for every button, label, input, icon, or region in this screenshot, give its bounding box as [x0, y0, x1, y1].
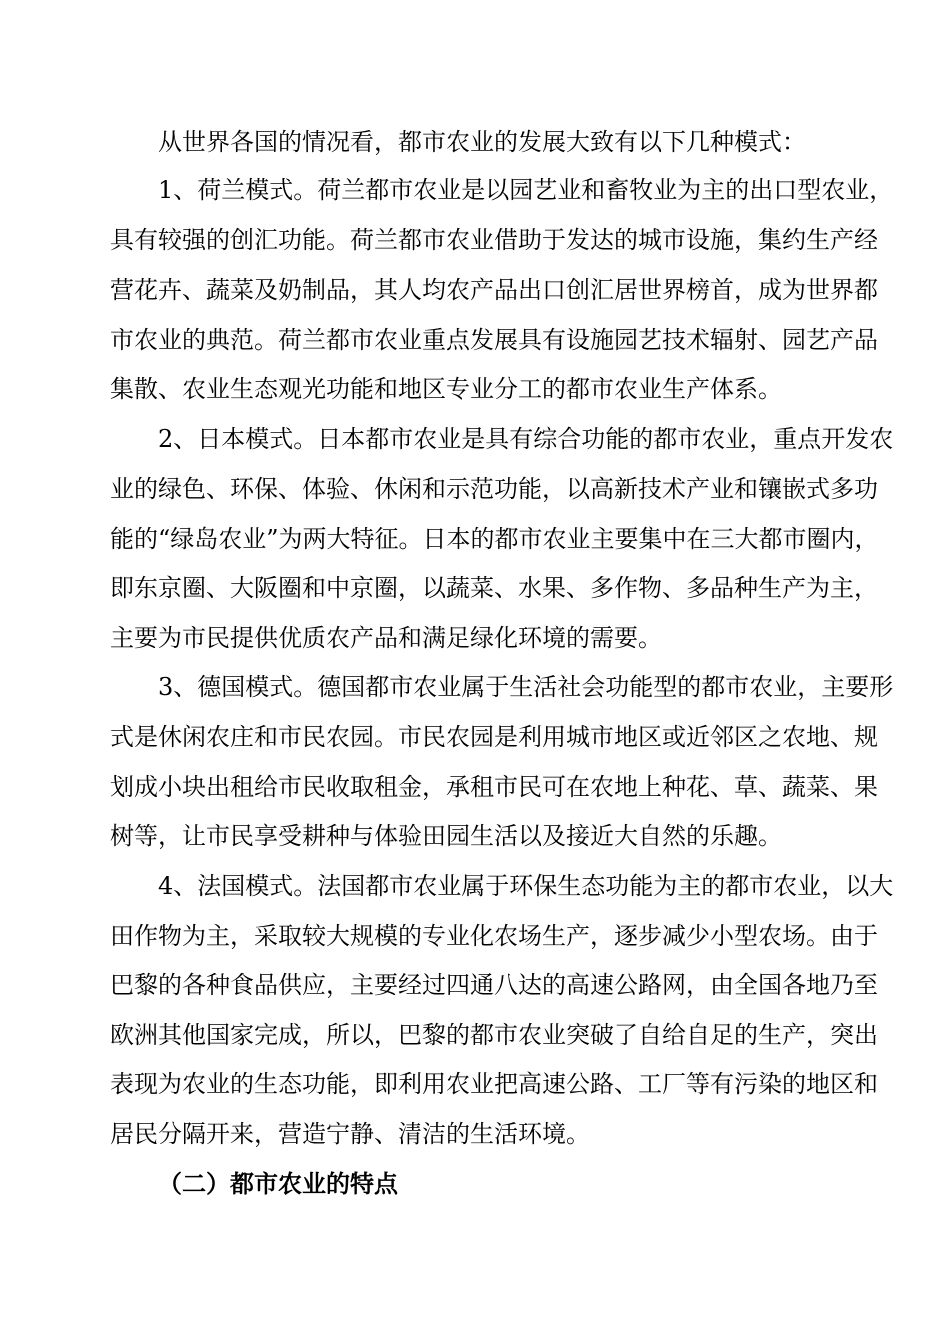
- paragraph-france-line: 欧洲其他国家完成，所以，巴黎的都市农业突破了自给自足的生产，突出: [110, 1021, 878, 1049]
- paragraph-japan-line: 能的“绿岛农业”为两大特征。日本的都市农业主要集中在三大都市圈内，: [110, 525, 879, 553]
- paragraph-germany-line: 树等，让市民享受耕种与体验田园生活以及接近大自然的乐趣。: [110, 822, 782, 850]
- paragraph-japan-line: 主要为市民提供优质农产品和满足绿化环境的需要。: [110, 624, 662, 652]
- paragraph-france-line: 田作物为主，采取较大规模的专业化农场生产，逐步减少小型农场。由于: [110, 922, 878, 950]
- paragraph-netherlands-line: 集散、农业生态观光功能和地区专业分工的都市农业生产体系。: [110, 375, 782, 403]
- paragraph-japan-line: 业的绿色、环保、体验、休闲和示范功能，以高新技术产业和镶嵌式多功: [110, 475, 878, 503]
- paragraph-france-line: 巴黎的各种食品供应，主要经过四通八达的高速公路网，由全国各地乃至: [110, 971, 878, 999]
- paragraph-netherlands-line: 具有较强的创汇功能。荷兰都市农业借助于发达的城市设施，集约生产经: [110, 226, 878, 254]
- paragraph-france-line: 表现为农业的生态功能，即利用农业把高速公路、工厂等有污染的地区和: [110, 1070, 878, 1098]
- paragraph-japan-line: 即东京圈、大阪圈和中京圈，以蔬菜、水果、多作物、多品种生产为主，: [110, 574, 878, 602]
- paragraph-netherlands-line: 营花卉、蔬菜及奶制品，其人均农产品出口创汇居世界榜首，成为世界都: [110, 276, 878, 304]
- paragraph-germany-line: 3、德国模式。德国都市农业属于生活社会功能型的都市农业，主要形: [158, 673, 894, 701]
- paragraph-netherlands-line: 市农业的典范。荷兰都市农业重点发展具有设施园艺技术辐射、园艺产品: [110, 326, 878, 354]
- paragraph-germany-line: 式是休闲农庄和市民农园。市民农园是利用城市地区或近邻区之农地、规: [110, 723, 878, 751]
- intro-line: 从世界各国的情况看，都市农业的发展大致有以下几种模式：: [158, 128, 806, 156]
- paragraph-japan-line: 2、日本模式。日本都市农业是具有综合功能的都市农业，重点开发农: [158, 425, 894, 453]
- paragraph-germany-line: 划成小块出租给市民收取租金，承租市民可在农地上种花、草、蔬菜、果: [110, 773, 878, 801]
- section-heading: （二）都市农业的特点: [158, 1169, 398, 1198]
- paragraph-france-line: 4、法国模式。法国都市农业属于环保生态功能为主的都市农业，以大: [158, 872, 894, 900]
- paragraph-france-line: 居民分隔开来，营造宁静、清洁的生活环境。: [110, 1120, 590, 1148]
- paragraph-netherlands-line: 1、荷兰模式。荷兰都市农业是以园艺业和畜牧业为主的出口型农业，: [158, 176, 894, 204]
